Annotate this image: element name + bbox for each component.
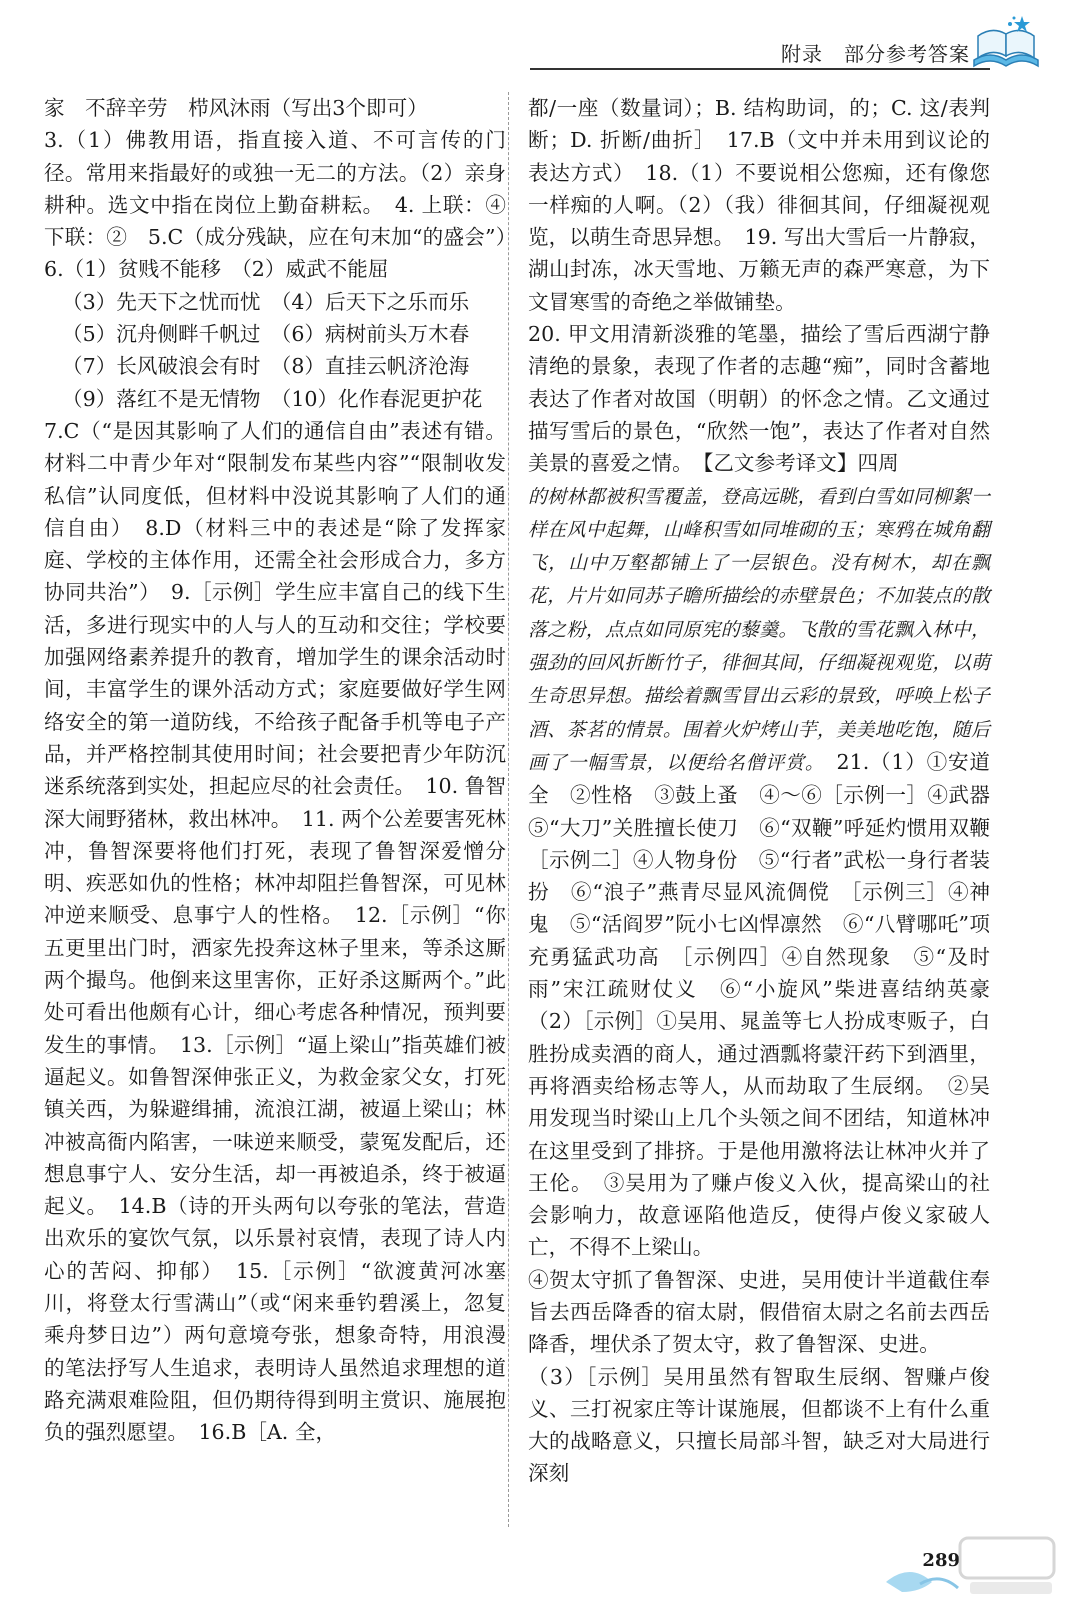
translation-text: 的树林都被积雪覆盖，登高远眺，看到白雪如同柳絮一样在风中起舞，山峰积雪如同堆砌的玉；寒鸦在城角翻飞，山中万壑都铺上了一层银色。没有树木，却在飘花，片片如同苏子瞻所描绘的赤壁景色；不加装点的散落之粉，点点如同原宪的藜羹。飞散的雪花飘入林中，强劲的回风折断竹子，徘徊其间，仔细凝视观览，以萌生奇思异想。描绘着飘雪冒出云彩的景致，呼唤上松子酒、茶茗的情景。围着火炉烤山芋，美美地吃饱，随后画了一幅雪景，以便给名僧评赏。 [528,485,990,774]
answer-paragraph: 20. 甲文用清新淡雅的笔墨，描绘了雪后西湖宁静清绝的景象，表现了作者的志趣“痴”，同时含蓄地表达了作者对故国（明朝）的怀念之情。乙文通过描写雪后的景色，“欣然一饱”，表达了作者对自然美景的喜爱之情。 【乙文参考译文】四周 [528,322,990,476]
watermark-logo-icon [880,1532,1060,1598]
poem-line: （3）先天下之忧而忧 （4）后天下之乐而乐 [62,289,470,314]
answer-paragraph [528,480,1011,1264]
answer-paragraph: 家 不辞辛劳 栉风沐雨（写出3个即可） [44,96,428,120]
open-book-icon [970,14,1042,74]
answer-paragraph: ④贺太守抓了鲁智深、史进，吴用使计半道截住奉旨去西岳降香的宿太尉，假借宿太尉之名前去西岳降香，埋伏杀了贺太守，救了鲁智深、史进。 [528,1267,990,1357]
column-divider [508,92,509,1527]
page-number: 289 [922,1550,960,1571]
page-footer [0,1530,1080,1600]
poem-line: （9）落红不是无情物 （10）化作春泥更护花 [62,386,483,411]
poem-line: （7）长风破浪会有时 （8）直挂云帆济沧海 [62,354,470,379]
answer-text: 21.（1）①安道全 ②性格 ③鼓上蚤 ④～⑥［示例一］④武器 ⑤“大刀”关胜擅长使刀 ⑥“双鞭”呼延灼惯用双鞭 ［示例二］④人物身份 ⑤“行者”武松一身行者装扮 ⑥“浪子”燕青尽显风流倜傥 ［示例三］④神鬼 ⑤“活阎罗”阮小七凶悍凛然 ⑥“八臂哪吒”项充勇猛武功高 ［示例四］④自然现象 ⑤“及时雨”宋江疏财仗义 ⑥“小旋风”柴进喜结纳英豪 （2）［示例］①吴用、晁盖等七人扮成枣贩子，白胜扮成卖酒的商人，通过酒瓢将蒙汗药下到酒里，再将酒卖给杨志等人，从而劫取了生辰纲。 ②吴用发现当时梁山上几个头领之间不团结，知道林冲在这里受到了排挤。于是他用激将法让林冲火并了王伦。 ③吴用为了赚卢俊义入伙，提高梁山的社会影响力，故意诬陷他造反，使得卢俊义家破人亡，不得不上梁山。 [528,749,1011,1260]
answer-paragraph: 7.C（“是因其影响了人们的通信自由”表述有错。材料二中青少年对“限制发布某些内容”“限制收发私信”认同度低，但材料中没说其影响了人们的通信自由） 8.D（材料三中的表述是“除了发挥家庭、学校的主体作用，还需全社会形成合力，多方协同共治”） 9.［示例］学生应丰富自己的线下生活，多进行现实中的人与人的互动和交往；学校要加强网络素养提升的教育，增加学生的课余活动时间，丰富学生的课外活动方式；家庭要做好学生网络安全的第一道防线，不给孩子配备手机等电子产品，并严格控制其使用时间；社会要把青少年防沉迷系统落到实处，担起应尽的社会责任。 10. 鲁智深大闹野猪林，救出林冲。 11. 两个公差要害死林冲，鲁智深要将他们打死，表现了鲁智深爱憎分明、疾恶如仇的性格；林冲却阻拦鲁智深，可见林冲逆来顺受、息事宁人的性格。 12.［示例］“你五更里出门时，洒家先投奔这林子里来，等杀这厮两个撮鸟。他倒来这里害你，正好杀这厮两个。”此处可看出他颇有心计，细心考虑各种情况，预判要发生的事情。 13.［示例］“逼上梁山”指英雄们被逼起义。如鲁智深伸张正义，为救金家父女，打死镇关西，为躲避缉捕，流浪江湖，被逼上梁山；林冲被高衙内陷害，一味逆来顺受，蒙冤发配后，还想息事宁人、安分生活，却一再被追杀，终于被逼起义。 14.B（诗的开头两句以夸张的笔法，营造出欢乐的宴饮气氛，以乐景衬哀情，表现了诗人内心的苦闷、抑郁） 15.［示例］“欲渡黄河冰塞川，将登太行雪满山”（或“闲来垂钓碧溪上，忽复乘舟梦日边”）两句意境夸张，想象奇特，用浪漫的笔法抒写人生追求，表明诗人虽然追求理想的道路充满艰难险阻，但仍期待得到明主赏识、施展抱负的强烈愿望。 16.B［A. 全， [44,418,506,1445]
answer-paragraph: 都/一座（数量词）；B. 结构助词，的；C. 这/表判断；D. 折断/曲折］ 17.B（文中并未用到议论的表达方式） 18.（1）不要说相公您痴，还有像您一样痴的人啊。（2）（我）徘徊其间，仔细凝视观览，以萌生奇思异想。 19. 写出大雪后一片静寂，湖山封冻，冰天雪地、万籁无声的森严寒意，为下文冒寒雪的奇绝之举做铺垫。 [528,96,990,314]
page-header [0,0,1080,80]
answer-paragraph: 3.（1）佛教用语，指直接入道、不可言传的门径。常用来指最好的或独一无二的方法。（2）亲身耕种。选文中指在岗位上勤奋耕耘。 4. 上联：④ 下联：② 5.C（成分残缺，应在句末加“的盛会”） 6.（1）贫贱不能移 （2）威武不能屈 [44,128,527,282]
right-column [528,92,1011,1490]
left-column [44,92,527,1448]
header-rule [530,68,990,70]
header-title: 附录 部分参考答案 [781,42,970,66]
answer-paragraph: （3）［示例］吴用虽然有智取生辰纲、智赚卢俊义、三打祝家庄等计谋施展，但都谈不上有什么重大的战略意义，只擅长局部斗智，缺乏对大局进行深刻 [528,1364,990,1486]
poem-line: （5）沉舟侧畔千帆过 （6）病树前头万木春 [62,322,470,347]
